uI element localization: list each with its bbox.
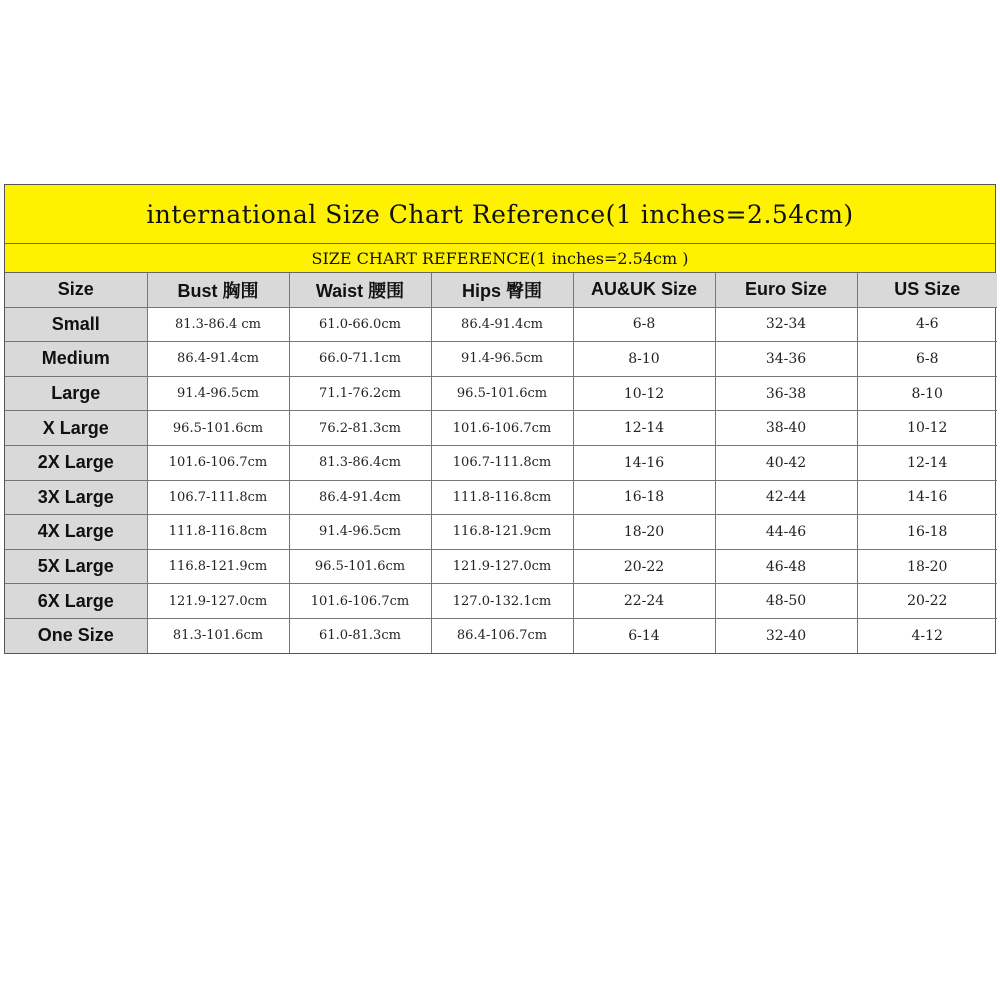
waist-cell: 61.0-81.3cm bbox=[289, 618, 431, 652]
size-label-cell: 3X Large bbox=[5, 480, 147, 515]
table-row bbox=[5, 480, 997, 515]
header-euro-size: Euro Size bbox=[715, 273, 857, 307]
header-auuk-size: AU&UK Size bbox=[573, 273, 715, 307]
waist-cell: 81.3-86.4cm bbox=[289, 445, 431, 480]
bust-cell: 116.8-121.9cm bbox=[147, 549, 289, 584]
header-us-size: US Size bbox=[857, 273, 997, 307]
euro-size-cell: 32-40 bbox=[715, 618, 857, 652]
table-row bbox=[5, 584, 997, 619]
table-row bbox=[5, 515, 997, 550]
size-label-cell: Medium bbox=[5, 342, 147, 377]
size-label-cell: 6X Large bbox=[5, 584, 147, 619]
size-label-cell: One Size bbox=[5, 618, 147, 652]
auuk-size-cell: 10-12 bbox=[573, 376, 715, 411]
auuk-size-cell: 6-8 bbox=[573, 307, 715, 342]
size-chart bbox=[4, 184, 996, 654]
auuk-size-cell: 18-20 bbox=[573, 515, 715, 550]
euro-size-cell: 48-50 bbox=[715, 584, 857, 619]
auuk-size-cell: 6-14 bbox=[573, 618, 715, 652]
size-label-cell: Small bbox=[5, 307, 147, 342]
size-label-cell: 5X Large bbox=[5, 549, 147, 584]
header-bust: Bust 胸围 bbox=[147, 273, 289, 307]
us-size-cell: 16-18 bbox=[857, 515, 997, 550]
us-size-cell: 12-14 bbox=[857, 445, 997, 480]
header-row bbox=[5, 273, 997, 307]
waist-cell: 91.4-96.5cm bbox=[289, 515, 431, 550]
header-size: Size bbox=[5, 273, 147, 307]
chart-subtitle: SIZE CHART REFERENCE(1 inches=2.54cm ) bbox=[5, 244, 995, 273]
bust-cell: 111.8-116.8cm bbox=[147, 515, 289, 550]
bust-cell: 121.9-127.0cm bbox=[147, 584, 289, 619]
hips-cell: 91.4-96.5cm bbox=[431, 342, 573, 377]
bust-cell: 91.4-96.5cm bbox=[147, 376, 289, 411]
us-size-cell: 20-22 bbox=[857, 584, 997, 619]
hips-cell: 127.0-132.1cm bbox=[431, 584, 573, 619]
table-body bbox=[5, 307, 997, 652]
waist-cell: 66.0-71.1cm bbox=[289, 342, 431, 377]
hips-cell: 86.4-106.7cm bbox=[431, 618, 573, 652]
hips-cell: 121.9-127.0cm bbox=[431, 549, 573, 584]
hips-cell: 106.7-111.8cm bbox=[431, 445, 573, 480]
header-hips: Hips 臀围 bbox=[431, 273, 573, 307]
bust-cell: 101.6-106.7cm bbox=[147, 445, 289, 480]
auuk-size-cell: 16-18 bbox=[573, 480, 715, 515]
us-size-cell: 8-10 bbox=[857, 376, 997, 411]
auuk-size-cell: 12-14 bbox=[573, 411, 715, 446]
waist-cell: 71.1-76.2cm bbox=[289, 376, 431, 411]
bust-cell: 106.7-111.8cm bbox=[147, 480, 289, 515]
hips-cell: 86.4-91.4cm bbox=[431, 307, 573, 342]
euro-size-cell: 44-46 bbox=[715, 515, 857, 550]
auuk-size-cell: 22-24 bbox=[573, 584, 715, 619]
euro-size-cell: 38-40 bbox=[715, 411, 857, 446]
auuk-size-cell: 8-10 bbox=[573, 342, 715, 377]
bust-cell: 81.3-86.4 cm bbox=[147, 307, 289, 342]
hips-cell: 111.8-116.8cm bbox=[431, 480, 573, 515]
table-row bbox=[5, 342, 997, 377]
waist-cell: 61.0-66.0cm bbox=[289, 307, 431, 342]
euro-size-cell: 36-38 bbox=[715, 376, 857, 411]
size-label-cell: Large bbox=[5, 376, 147, 411]
euro-size-cell: 42-44 bbox=[715, 480, 857, 515]
euro-size-cell: 40-42 bbox=[715, 445, 857, 480]
euro-size-cell: 34-36 bbox=[715, 342, 857, 377]
us-size-cell: 18-20 bbox=[857, 549, 997, 584]
hips-cell: 101.6-106.7cm bbox=[431, 411, 573, 446]
size-label-cell: 2X Large bbox=[5, 445, 147, 480]
bust-cell: 96.5-101.6cm bbox=[147, 411, 289, 446]
chart-title: international Size Chart Reference(1 inches=2.54cm) bbox=[5, 185, 995, 244]
waist-cell: 101.6-106.7cm bbox=[289, 584, 431, 619]
waist-cell: 86.4-91.4cm bbox=[289, 480, 431, 515]
us-size-cell: 4-12 bbox=[857, 618, 997, 652]
auuk-size-cell: 14-16 bbox=[573, 445, 715, 480]
table-row bbox=[5, 376, 997, 411]
us-size-cell: 4-6 bbox=[857, 307, 997, 342]
us-size-cell: 14-16 bbox=[857, 480, 997, 515]
us-size-cell: 10-12 bbox=[857, 411, 997, 446]
size-label-cell: X Large bbox=[5, 411, 147, 446]
us-size-cell: 6-8 bbox=[857, 342, 997, 377]
size-table bbox=[5, 273, 997, 653]
header-waist: Waist 腰围 bbox=[289, 273, 431, 307]
bust-cell: 86.4-91.4cm bbox=[147, 342, 289, 377]
waist-cell: 96.5-101.6cm bbox=[289, 549, 431, 584]
hips-cell: 116.8-121.9cm bbox=[431, 515, 573, 550]
size-label-cell: 4X Large bbox=[5, 515, 147, 550]
table-row bbox=[5, 411, 997, 446]
table-row bbox=[5, 307, 997, 342]
bust-cell: 81.3-101.6cm bbox=[147, 618, 289, 652]
euro-size-cell: 32-34 bbox=[715, 307, 857, 342]
hips-cell: 96.5-101.6cm bbox=[431, 376, 573, 411]
auuk-size-cell: 20-22 bbox=[573, 549, 715, 584]
table-row bbox=[5, 549, 997, 584]
waist-cell: 76.2-81.3cm bbox=[289, 411, 431, 446]
table-row bbox=[5, 445, 997, 480]
euro-size-cell: 46-48 bbox=[715, 549, 857, 584]
table-row bbox=[5, 618, 997, 652]
